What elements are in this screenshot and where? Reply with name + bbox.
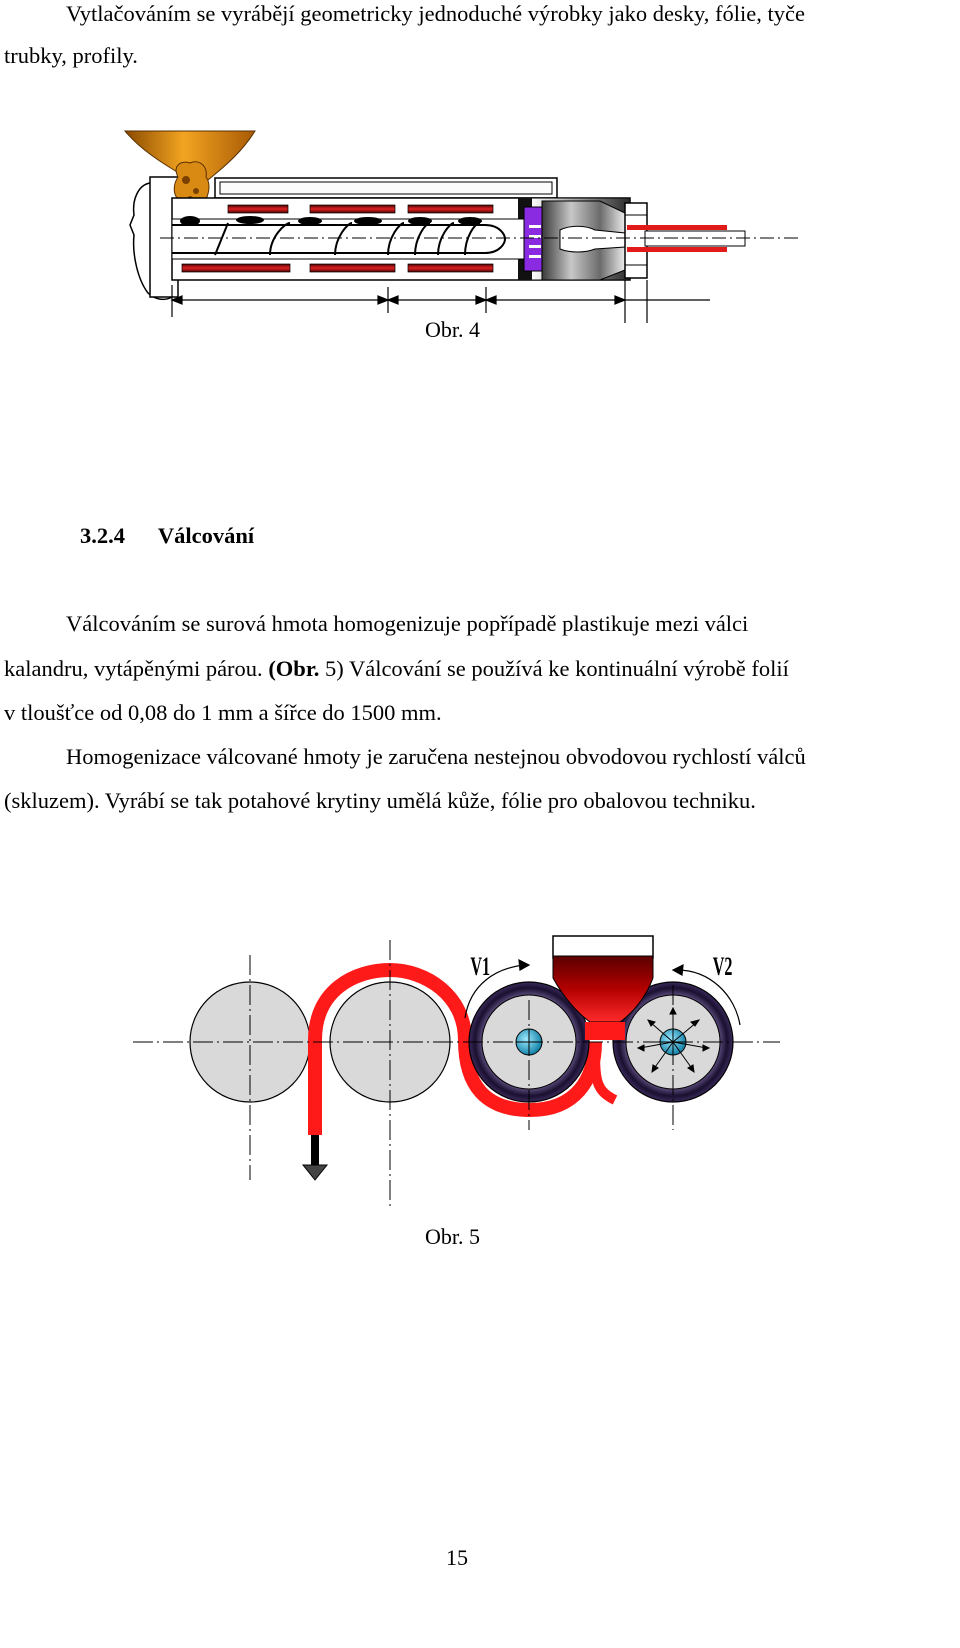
extrudate-top [627,225,727,230]
heater-bottom-1 [182,264,290,272]
paragraph-1-line-3: v tloušťce od 0,08 do 1 mm a šířce do 1500 mm. [4,700,442,725]
figure-5-caption: Obr. 5 [425,1224,480,1249]
breaker-plate [524,207,542,271]
label-v2: V2 [712,952,733,982]
section-title: Válcování [157,523,255,548]
p1-line2-text: kalandru, vytápěnými párou. [4,656,269,681]
extrudate-bottom [627,247,727,252]
page-number: 15 [446,1545,468,1570]
heater-bottom-2 [310,264,395,272]
heater-top-2 [310,205,395,213]
p1-line2-rest: 5) Válcování se používá ke kontinuální výrobě folií [319,656,789,681]
figure-reference: (Obr. [268,656,320,681]
section-number: 3.2.4 [80,523,125,548]
paragraph-2-line-1: Homogenizace válcované hmoty je zaručena nestejnou obvodovou rychlostí válců [66,744,806,769]
paragraph-1-line-1: Válcováním se surová hmota homogenizuje popřípadě plastikuje mezi válci [66,611,749,636]
figure-4-caption: Obr. 4 [425,317,480,342]
section-heading [80,523,254,549]
label-v1: V1 [470,952,491,982]
feed-frame [553,936,653,958]
intro-line-1: Vytlačováním se vyrábějí geometricky jednoduché výrobky jako desky, fólie, tyče [66,1,805,26]
paragraph-2-line-2: (skluzem). Vyrábí se tak potahové krytiny umělá kůže, fólie pro obalovou techniku. [4,788,756,813]
heater-top-3 [408,205,493,213]
output-arrow [303,1135,327,1180]
extruder-diagram [120,125,810,325]
heater-top-1 [228,205,288,213]
intro-line-2: trubky, profily. [4,43,138,68]
paragraph-1-line-2 [4,657,789,681]
heater-bottom-3 [408,264,493,272]
calender-diagram [125,930,785,1220]
